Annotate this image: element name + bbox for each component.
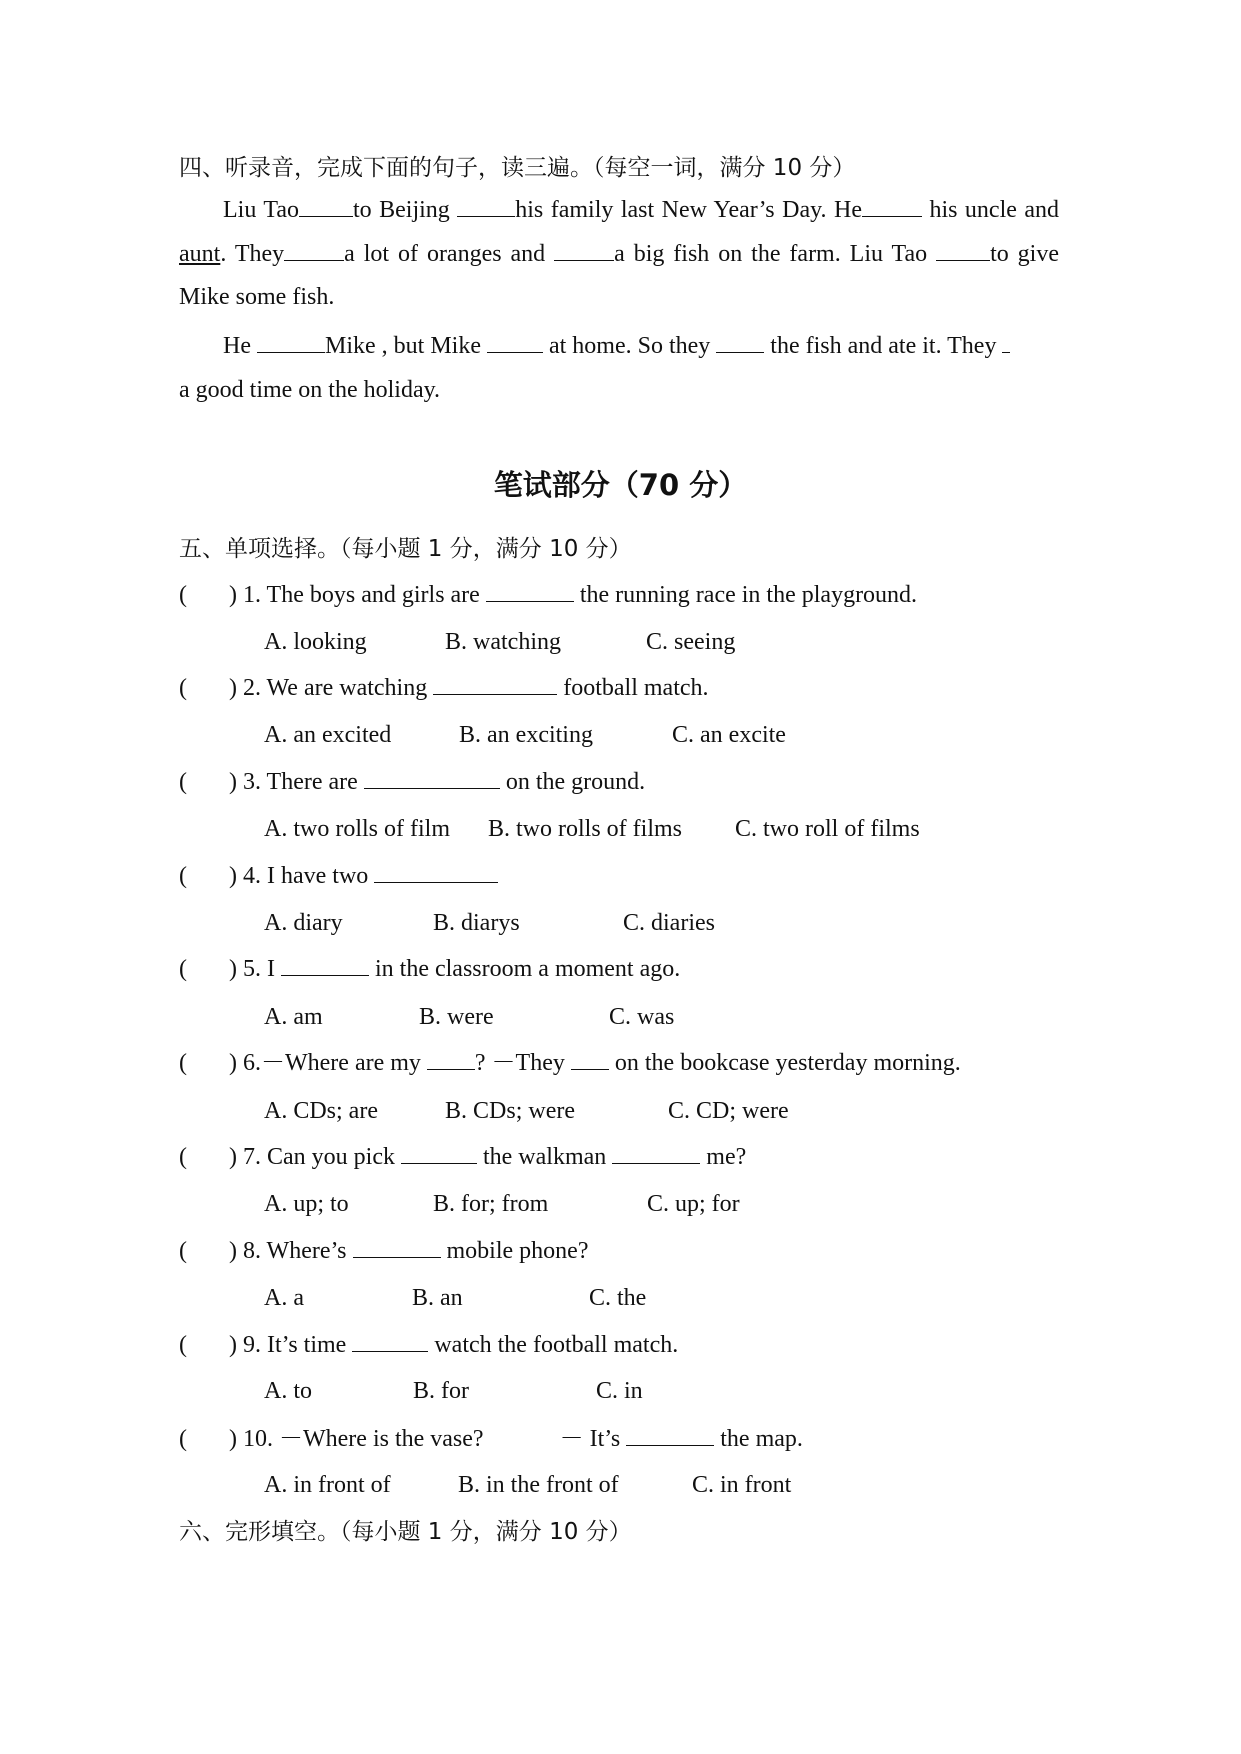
section4-paragraph-2: [179, 325, 1059, 412]
question-text: ) 3. There are: [229, 769, 364, 795]
question-text: football match.: [557, 675, 709, 701]
option-a: A. am: [264, 1004, 323, 1030]
blank: [626, 1423, 714, 1446]
option-b: B. diarys: [433, 910, 520, 936]
option-c: C. up; for: [647, 1191, 740, 1217]
blank: [401, 1141, 477, 1164]
blank: [487, 330, 543, 353]
option-c: C. in front: [692, 1472, 792, 1498]
option-c: C. two roll of films: [735, 816, 920, 842]
question-text: me?: [700, 1144, 747, 1170]
option-a: A. two rolls of film: [264, 816, 450, 842]
answer-paren: (: [179, 956, 187, 982]
section5-heading: 五、单项选择。（每小题 1 分，满分 10 分）: [179, 536, 632, 562]
question-7: [179, 1141, 746, 1173]
option-b: B. two rolls of films: [488, 816, 683, 842]
blank: [352, 1329, 428, 1352]
text: his uncle and: [921, 197, 1059, 223]
question-text: ) 4. I have two: [229, 863, 375, 889]
written-section-title: 笔试部分（70 分）: [493, 468, 748, 502]
answer-paren: (: [179, 1144, 187, 1170]
blank: [281, 953, 369, 976]
blank: [353, 1235, 441, 1258]
question-text: the running race in the playground.: [573, 582, 918, 608]
text: a big fish on the farm. Liu Tao: [614, 240, 937, 267]
question-text: ) 7. Can you pick: [229, 1144, 401, 1170]
blank: [486, 579, 574, 602]
blank: [364, 766, 500, 789]
option-a: A. an excited: [264, 722, 392, 748]
option-a: A. up; to: [264, 1191, 349, 1217]
text: . They: [220, 240, 285, 267]
blank: [1002, 330, 1010, 353]
option-b: B. for; from: [433, 1191, 549, 1217]
answer-paren: (: [179, 1332, 187, 1358]
question-3: [179, 766, 645, 798]
answer-paren: (: [179, 863, 187, 889]
option-a: A. diary: [264, 910, 343, 936]
option-c: C. an excite: [672, 722, 786, 748]
option-b: B. in the front of: [458, 1472, 619, 1498]
blank: [612, 1141, 700, 1164]
option-b: B. an exciting: [459, 722, 593, 748]
question-text: the map.: [714, 1426, 803, 1452]
text: a lot of oranges and: [344, 240, 555, 267]
option-b: B. watching: [445, 629, 561, 655]
blank: [433, 672, 557, 695]
text: to give Mike some fish.: [179, 240, 1059, 310]
section4-paragraph-1: [179, 189, 1059, 320]
text: He: [223, 333, 257, 359]
option-b: B. for: [413, 1378, 469, 1404]
question-8: [179, 1235, 588, 1267]
answer-paren: (: [179, 1050, 187, 1076]
question-1: [179, 579, 917, 611]
option-c: C. CD; were: [668, 1098, 789, 1124]
option-a: A. in front of: [264, 1472, 391, 1498]
blank: [299, 194, 353, 217]
answer-paren: (: [179, 1426, 187, 1452]
question-2: [179, 672, 709, 704]
question-text: ) 9. It’s time: [229, 1332, 353, 1358]
option-c: C. diaries: [623, 910, 715, 936]
option-b: B. were: [419, 1004, 494, 1030]
question-text: watch the football match.: [428, 1332, 679, 1358]
question-text: in the classroom a moment ago.: [368, 956, 681, 982]
blank: [936, 238, 990, 261]
text: Liu Tao: [223, 197, 299, 223]
question-text: ? －They: [474, 1050, 571, 1076]
question-text: mobile phone?: [440, 1238, 589, 1264]
text: his family last New Year’s Day. He: [515, 197, 862, 223]
text: at home. So they: [542, 333, 717, 359]
question-text: ) 2. We are watching: [229, 675, 434, 701]
question-text: ) 8. Where’s: [229, 1238, 353, 1264]
blank: [716, 330, 764, 353]
option-a: A. a: [264, 1285, 304, 1311]
question-text: on the bookcase yesterday morning.: [608, 1050, 961, 1076]
question-text: on the ground.: [499, 769, 646, 795]
question-text: － It’s: [559, 1426, 627, 1452]
section6-heading: 六、完形填空。（每小题 1 分，满分 10 分）: [179, 1519, 632, 1545]
question-6: [179, 1047, 961, 1079]
question-text: ) 1. The boys and girls are: [229, 582, 486, 608]
underlined-word: aunt: [179, 240, 221, 267]
text: the fish and ate it. They: [764, 333, 1003, 359]
question-4: [179, 860, 498, 892]
text: to Beijing: [353, 197, 458, 223]
text: Mike , but Mike: [324, 333, 487, 359]
answer-paren: (: [179, 675, 187, 701]
blank: [374, 860, 498, 883]
question-text: ) 6.－Where are my: [229, 1050, 427, 1076]
option-c: C. seeing: [646, 629, 736, 655]
blank: [862, 194, 922, 217]
answer-paren: (: [179, 769, 187, 795]
blank: [284, 238, 344, 261]
question-text: ) 5. I: [229, 956, 281, 982]
option-c: C. the: [589, 1285, 647, 1311]
option-c: C. in: [596, 1378, 643, 1404]
answer-paren: (: [179, 582, 187, 608]
text: a good time on the holiday.: [179, 376, 441, 403]
question-9: [179, 1329, 678, 1361]
section4-heading: 四、听录音，完成下面的句子，读三遍。（每空一词，满分 10 分）: [179, 155, 856, 181]
blank: [554, 238, 614, 261]
answer-paren: (: [179, 1238, 187, 1264]
blank: [257, 330, 325, 353]
option-a: A. CDs; are: [264, 1098, 378, 1124]
question-10: [179, 1423, 803, 1455]
option-c: C. was: [609, 1004, 675, 1030]
question-text: the walkman: [476, 1144, 613, 1170]
blank: [457, 194, 515, 217]
option-b: B. an: [412, 1285, 463, 1311]
blank: [427, 1047, 475, 1070]
blank: [571, 1047, 609, 1070]
option-b: B. CDs; were: [445, 1098, 575, 1124]
question-5: [179, 953, 680, 985]
option-a: A. to: [264, 1378, 312, 1404]
question-text: ) 10. －Where is the vase?: [229, 1426, 484, 1452]
option-a: A. looking: [264, 629, 367, 655]
